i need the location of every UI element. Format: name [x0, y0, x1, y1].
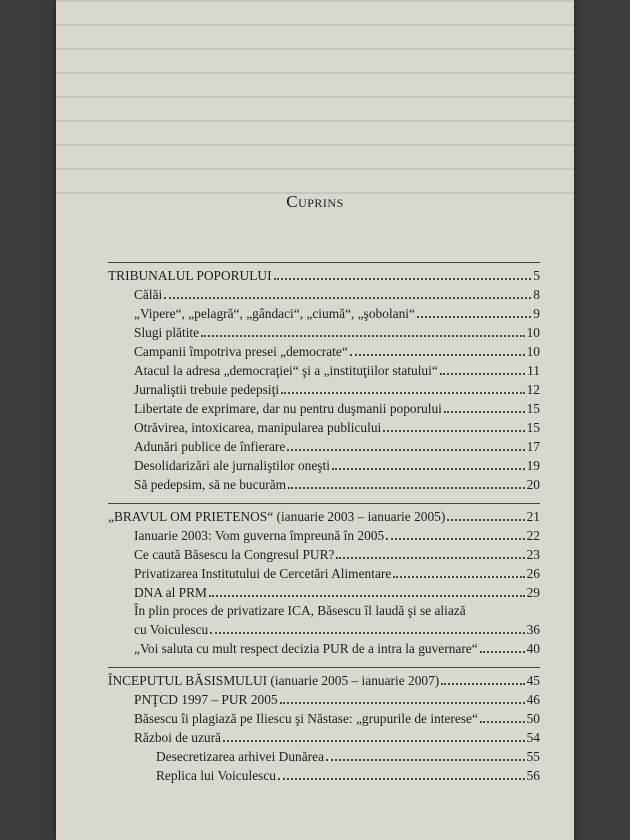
toc-section-heading [108, 507, 540, 526]
toc-entry [108, 399, 540, 418]
toc-entry-label: Ce caută Băsescu la Congresul PUR? [134, 547, 335, 562]
section-gap [108, 658, 540, 667]
section-divider [108, 262, 540, 263]
dot-leader [223, 735, 525, 742]
toc-entry-label: Campanii împotriva presei „democrate“ [134, 344, 348, 359]
show-through-text [56, 0, 574, 200]
dot-leader [332, 463, 525, 470]
toc-entry-label: DNA al PRM [134, 585, 207, 600]
dot-leader [417, 311, 531, 318]
toc-entry-label: Ianuarie 2003: Vom guverna împreună în 2005 [134, 528, 385, 543]
toc-page-number: 45 [526, 673, 540, 688]
page-title: Cuprins [286, 192, 344, 211]
table-of-contents [108, 262, 540, 785]
toc-page-number: 26 [526, 566, 540, 581]
toc-entry [108, 380, 540, 399]
toc-page-number: 15 [526, 420, 540, 435]
toc-entry [108, 418, 540, 437]
toc-section-heading [108, 266, 540, 285]
section-divider [108, 503, 540, 504]
dot-leader [440, 368, 525, 375]
toc-page-number: 56 [526, 768, 540, 783]
toc-page-number: 20 [526, 477, 540, 492]
dot-leader [480, 716, 525, 723]
toc-entry-continuation [134, 620, 540, 639]
dot-leader [326, 754, 525, 761]
dot-leader [287, 444, 524, 451]
dot-leader [288, 482, 525, 489]
toc-entry-label: ÎNCEPUTUL BĂSISMULUI (ianuarie 2005 – ianuarie 2007) [108, 673, 440, 688]
toc-entry [108, 285, 540, 304]
toc-page-number: 8 [533, 287, 540, 302]
toc-entry-label: Să pedepsim, să ne bucurăm [134, 477, 287, 492]
toc-entry [108, 564, 540, 583]
toc-entry [108, 709, 540, 728]
toc-page-number: 55 [526, 749, 540, 764]
toc-entry-label: Otrăvirea, intoxicarea, manipularea publicului [134, 420, 382, 435]
toc-page-number: 19 [526, 458, 540, 473]
dot-leader [480, 646, 525, 653]
dot-leader [441, 678, 524, 685]
section-divider [108, 667, 540, 668]
toc-subentry [108, 766, 540, 785]
toc-entry-label: Băsescu îi plagiază pe Iliescu şi Năstase: „grupurile de interese“ [134, 711, 478, 726]
toc-page-number: 22 [526, 528, 540, 543]
dot-leader [281, 387, 525, 394]
toc-page-number: 17 [526, 439, 540, 454]
toc-entry-label: Desolidarizări ale jurnaliştilor oneşti [134, 458, 330, 473]
toc-entry-label: Libertate de exprimare, dar nu pentru duşmanii poporului [134, 401, 442, 416]
section-gap [108, 494, 540, 503]
toc-entry [108, 526, 540, 545]
toc-entry-label: Război de uzură [134, 730, 221, 745]
toc-page-number: 54 [526, 730, 540, 745]
toc-entry-label: Slugi plătite [134, 325, 200, 340]
dot-leader [201, 330, 525, 337]
toc-entry-label: În plin proces de privatizare ICA, Băsescu îl laudă şi se aliază [134, 603, 466, 618]
toc-entry-label: cu Voiculescu [134, 622, 209, 637]
toc-page-number: 40 [526, 641, 540, 656]
toc-page-number: 21 [526, 509, 540, 524]
dot-leader [383, 425, 524, 432]
toc-entry-label: TRIBUNALUL POPORULUI [108, 268, 272, 283]
dot-leader [447, 514, 524, 521]
dot-leader [393, 571, 524, 578]
toc-entry-label: „BRAVUL OM PRIETENOS“ (ianuarie 2003 – ianuarie 2005) [108, 509, 446, 524]
toc-entry [108, 639, 540, 658]
toc-entry-label: Adunări publice de înfierare [134, 439, 286, 454]
toc-entry-label: Desecretizarea arhivei Dunărea [156, 749, 325, 764]
toc-entry [108, 323, 540, 342]
dot-leader [209, 590, 525, 597]
toc-page-number: 29 [526, 585, 540, 600]
toc-page-number: 9 [533, 306, 540, 321]
toc-page-number: 11 [527, 363, 540, 378]
toc-page-number: 5 [533, 268, 540, 283]
toc-page-number: 15 [526, 401, 540, 416]
toc-page-number: 10 [526, 325, 540, 340]
toc-entry-label: Jurnaliştii trebuie pedepsiţi [134, 382, 280, 397]
toc-page-number: 10 [526, 344, 540, 359]
toc-entry [108, 690, 540, 709]
toc-entry-label: Călăi [134, 287, 163, 302]
toc-entry-label: „Vipere“, „pelagră“, „gândaci“, „ciumă“, „şobolani“ [134, 306, 415, 321]
toc-entry-label: PNŢCD 1997 – PUR 2005 [134, 692, 278, 707]
dot-leader [210, 627, 524, 634]
dot-leader [350, 349, 525, 356]
toc-entry [108, 602, 540, 639]
toc-entry-label: Replica lui Voiculescu [156, 768, 276, 783]
toc-entry [108, 545, 540, 564]
toc-page-number: 46 [526, 692, 540, 707]
book-page [56, 0, 574, 840]
dot-leader [444, 406, 525, 413]
toc-section-heading [108, 671, 540, 690]
toc-entry-label: Privatizarea Institutului de Cercetări Alimentare [134, 566, 392, 581]
toc-entry-label: „Voi saluta cu mult respect decizia PUR de a intra la guvernare“ [134, 641, 478, 656]
toc-page-number: 50 [526, 711, 540, 726]
dot-leader [280, 697, 525, 704]
toc-entry [108, 437, 540, 456]
toc-entry [108, 361, 540, 380]
toc-page-number: 36 [526, 622, 540, 637]
toc-entry [108, 342, 540, 361]
dot-leader [274, 273, 532, 280]
toc-entry [108, 475, 540, 494]
toc-entry [108, 456, 540, 475]
toc-entry [108, 728, 540, 747]
dot-leader [336, 552, 524, 559]
dot-leader [164, 292, 531, 299]
toc-entry-label: Atacul la adresa „democraţiei“ şi a „instituţiilor statului“ [134, 363, 438, 378]
toc-entry [108, 304, 540, 323]
dot-leader [386, 533, 524, 540]
dot-leader [278, 773, 525, 780]
toc-page-number: 12 [526, 382, 540, 397]
toc-subentry [108, 747, 540, 766]
toc-entry [108, 583, 540, 602]
toc-page-number: 23 [526, 547, 540, 562]
